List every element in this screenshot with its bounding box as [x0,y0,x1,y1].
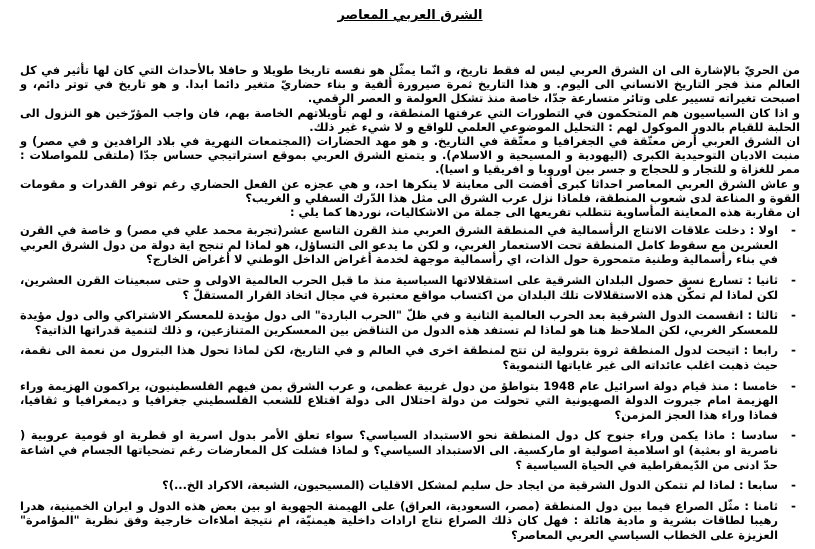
bullet-icon: - [791,378,796,393]
bullet-icon: - [791,343,796,358]
paragraph-politicians: و اذا كان السياسيون هم المتحكمون في التطورات التي عرفتها المنطقة، و لهم تأويلاتهم الخاصة بهم، فان واجب المؤرّخين هو النزول الى الحلبة للقيام بالدور الموكول لهم : التحليل الموضوعي العلمي للواقع و لا شيء غير ذلك. [20,105,800,134]
problematics-list [20,223,800,542]
bullet-icon: - [791,498,796,513]
list-item [20,428,800,472]
paragraph-intro: من الحريّ بالإشارة الى ان الشرق العربي ليس له فقط تاريخ، و انّما يمثّل هو نفسه تاريخا طويلا و حافلا بالأحداث التي كان لها تأثير في كل العالم منذ فجر التاريخ الانساني الى اليوم. و هذا التاريخ ثمرة صيرورة ألفية و بناء حضاريّ متغير دائما ابدا. و هو تاريخ في توتر دائم، و اصبحت تغيراته تسيير على وتائر متسارعة جدّا، خاصة منذ تشكل العولمة و العصر الرقمي. [20,63,800,106]
list-item [20,273,800,302]
paragraph-problematics: ان مقاربة هذه المعاينة المأساوية تتطلب تفريعها الى جملة من الاشكاليات، نوردها كما يلي : [289,205,800,220]
list-item [20,308,800,337]
list-item [20,343,800,372]
list-item-text: سابعا : لماذا لم تتمكن الدول الشرقية من ايجاد حل سليم لمشكل الاقليات (المسيحيون، الشيعة، الاكراد الخ...)؟ [162,478,778,493]
bullet-icon: - [791,308,796,323]
paragraph-geography: ان الشرق العربي أرض معتّقة في الجغرافيا و معتّقة في التاريخ. و هو مهد الحضارات (المجتمعات النهرية في بلاد الرافدين و في مصر) و منبت الاديان التوحيدية الكبرى (اليهودية و المسيحية و الاسلام). و يتمتع الشرق العربي بموقع استراتيجي حساس جدّا (ملتقى للمواصلات : ممر للغزاة و للتجار و للحجاج و جسر بين اوروبا و افريقيا و اسيا). [20,134,800,177]
list-item-text: ثامنا : مثّل الصراع فيما بين دول المنطقة (مصر، السعودية، العراق) على الهيمنة الجهوية او بين بعض هذه الدول و ايران الخمينية، هدرا رهيبا لطاقات بشرية و مادية هائلة : فهل كان ذلك الصراع نتاج ارادات داخلية هيمنيّة، ام نتيجة املاءات خارجية وفق نظرية "المؤامرة" العزيزة على الخطاب السياسي العربي المعاصر؟ [20,498,778,542]
document-page [20,8,800,549]
list-item-text: رابعا : اتيحت لدول المنطقة ثروة بترولية لن تتح لمنطقة اخرى في العالم و في التاريخ، لكن لماذا تحول هذا البترول من نعمة الى نقمة، حيث ذهبت اغلب عائداته الى غير غاياتها التنموية؟ [20,343,778,372]
list-item [20,379,800,423]
bullet-icon: - [791,273,796,288]
bullet-icon: - [791,223,796,238]
document-title: الشرق العربي المعاصر [337,8,483,23]
list-item-text: اولا : دخلت علاقات الانتاج الرأسمالية في المنطقة الشرق العربي منذ القرن التاسع عشر(تجربة محمد علي في مصر) و خاصة في القرن العشرين مع سقوط كامل المنطقة تحت الاستعمار الغربي، و لكن ما يدعو الى التساؤل، هو لماذا لم تنجح اية دولة من دول الشرق العربي في بناء رأسمالية وطنية متمحورة حول الذات، اي رأسمالية موجهة لخدمة أغراض الداخل الوطني لا أغراض الخارج؟ [20,223,778,267]
list-item-text: ثانيا : تسارع نسق حصول البلدان الشرقية على استقلالاتها السياسية منذ ما قبل الحرب العالمية الاولى و حتى سبعينات القرن العشرين، لكن لماذا لم تمكّن هذه الاستقلالات تلك البلدان من اكتساب مواقع معتبرة في مجال اتخاذ القرار المستقلّ ؟ [20,273,778,302]
list-item-text: ثالثا : انقسمت الدول الشرقية بعد الحرب العالمية الثانية و في ظلّ "الحرب الباردة" الى دول مؤيدة للمعسكر الاشتراكي والى دول مؤيدة للمعسكر الغربي، لكن الملاحظ هنا هو لماذا لم تستفد هذه الدول من التناقض بين المعسكرين المتنازعين، و ذلك لتنمية قدراتها الذاتية؟ [20,308,778,337]
list-item [20,223,800,267]
list-item [20,478,800,493]
bullet-icon: - [791,478,796,493]
paragraph-events: و عاش الشرق العربي المعاصر احداثا كبرى أفضت الى معاينة لا ينكرها احد، و هي عجزه عن الفعل الحضاري رغم توفر القدرات و مقومات القوة و المناعة لدى شعوب المنطقة، فلماذا نزل عرب الشرق الى مثل هذا الدّرك السفلي و الغريب؟ [20,176,800,205]
list-item-text: سادسا : ماذا يكمن وراء جنوح كل دول المنطقة نحو الاستبداد السياسي؟ سواء تعلق الأمر بدول اسرية او قطرية او قومية عروبية ( ناصرية او بعثية) او اسلامية اصولية او ماركسية. الى الاستبداد السياسي؟ و لماذا فشلت كل المعارضات رغم تضحياتها الجسام في اشاعة حدّ ادنى من الدّيمقراطية في الحياة السياسية ؟ [20,428,778,472]
bullet-icon: - [791,428,796,443]
list-item-text: خامسا : منذ قيام دولة اسرائيل عام 1948 بتواطؤ من دول غربية عظمى، و عرب الشرق بمن فيهم الفلسطينيون، يراكمون الهزيمة وراء الهزيمة امام جبروت الدولة الصهيونية التي تحولت من دولة احتلال الى دولة اقتلاع للشعب الفلسطيني جغرافيا و ديمغرافيا و ثقافيا، فماذا وراء هذا العجز المزمن؟ [20,378,778,422]
list-item [20,499,800,543]
